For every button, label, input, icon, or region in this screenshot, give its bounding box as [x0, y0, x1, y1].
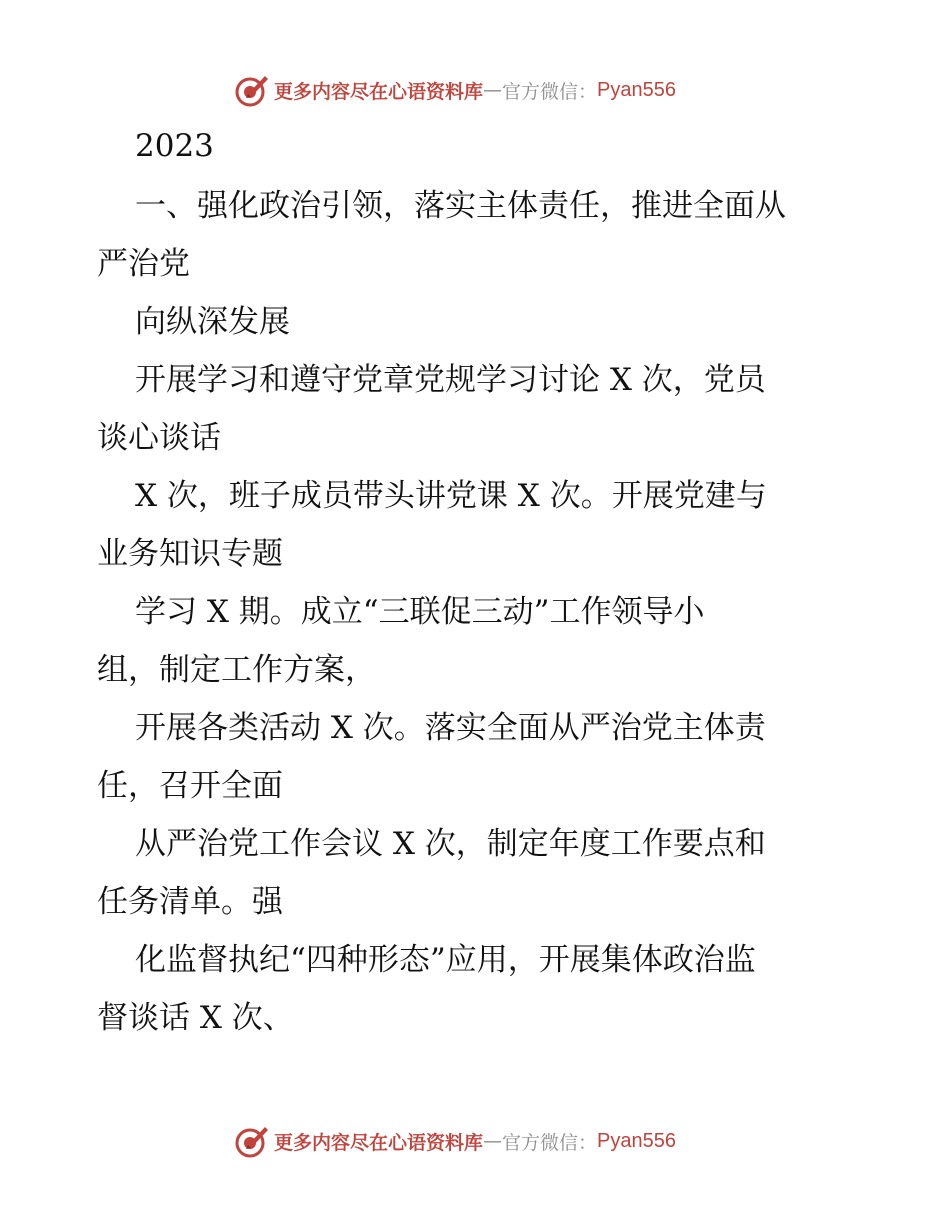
pen-logo-icon [234, 1123, 270, 1159]
pen-logo-icon [234, 72, 270, 108]
watermark-dash: — [483, 79, 503, 101]
text-line: 开展各类活动 X 次。落实全面从严治党主体责 [135, 710, 766, 746]
text-line: 组，制定工作方案， [97, 652, 376, 688]
watermark-wechat-label: 官方微信： [502, 1131, 598, 1154]
text-line: 任，召开全面 [97, 768, 283, 804]
footer-watermark [234, 1121, 676, 1161]
watermark-wechat-label: 官方微信： [502, 80, 598, 103]
watermark-title: 更多内容尽在心语资料库 [274, 1131, 484, 1154]
text-line: 从严治党工作会议 X 次，制定年度工作要点和 [135, 826, 766, 862]
text-line: 化监督执纪“四种形态”应用，开展集体政治监 [135, 942, 756, 978]
watermark-wechat-id: Pyan556 [597, 78, 676, 101]
text-line: 业务知识专题 [97, 536, 283, 572]
watermark-dash: — [483, 1130, 503, 1152]
text-line: 学习 X 期。成立“三联促三动”工作领导小 [135, 594, 705, 630]
text-line: 开展学习和遵守党章党规学习讨论 X 次，党员 [135, 362, 766, 398]
text-line: 督谈话 X 次、 [97, 1000, 294, 1036]
watermark-title: 更多内容尽在心语资料库 [274, 80, 484, 103]
text-line: 向纵深发展 [135, 304, 290, 340]
text-line: 谈心谈话 [97, 420, 221, 456]
text-line: 任务清单。强 [97, 884, 283, 920]
text-line: X 次，班子成员带头讲党课 X 次。开展党建与 [135, 478, 767, 514]
text-line: 2023 [135, 128, 214, 164]
section-heading-cont: 严治党 [97, 246, 190, 282]
watermark-wechat-id: Pyan556 [597, 1129, 676, 1152]
section-heading: 一、强化政治引领，落实主体责任，推进全面从 [135, 188, 786, 224]
header-watermark [234, 70, 676, 110]
